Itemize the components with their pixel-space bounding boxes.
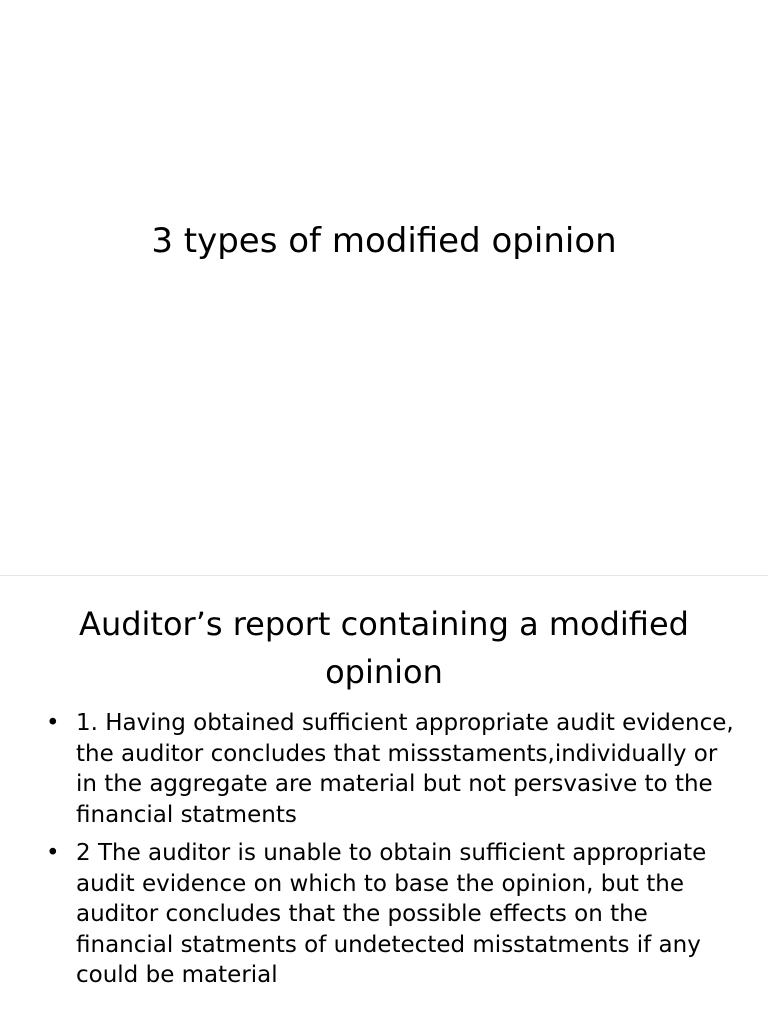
bullet-item-2 <box>44 838 734 991</box>
bullet-text-1: 1. Having obtained sufficient appropriate audit evidence, the auditor concludes that missstaments,individually or in the aggregate are material but not persvasive to the financial statments <box>76 710 734 828</box>
bullet-list <box>44 708 734 999</box>
slide-1-title: 3 types of modified opinion <box>151 221 617 261</box>
bullet-item-1 <box>44 708 734 830</box>
slide-2-title: Auditor’s report containing a modified opinion <box>79 605 689 691</box>
bullet-icon: • <box>46 710 60 736</box>
slide-2 <box>0 576 768 1024</box>
bullet-icon: • <box>46 840 60 866</box>
bullet-text-2: 2 The auditor is unable to obtain sufficient appropriate audit evidence on which to base the opinion, but the auditor concludes that the possible effects on the financial statments of undetected misstatments if any could be material <box>76 840 707 988</box>
